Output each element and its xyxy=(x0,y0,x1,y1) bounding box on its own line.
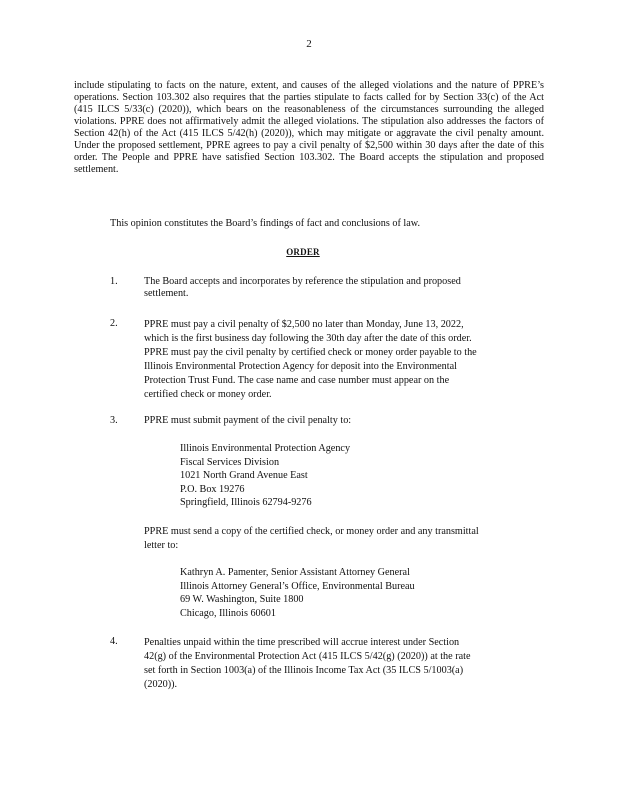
item-text: PPRE must pay a civil penalty of $2,500 no later than Monday, June 13, 2022, which is the first business day following the 30th day after the date of this order. PPRE must pay the civil penalty by certified check or money order payable to the Illinois Environmental Protection Agency for deposit into the Environmental Protection Trust Fund. The case name and case number must appear on the certified check or money order. xyxy=(144,319,477,400)
findings-sentence: This opinion constitutes the Board’s findings of fact and conclusions of law. xyxy=(110,218,421,229)
copy-instruction: PPRE must send a copy of the certified check, or money order and any transmittal letter to: xyxy=(144,526,479,551)
attorney-general-address: Kathryn A. Pamenter, Senior Assistant Attorney General Illinois Attorney General’s Office, Environmental Bureau 69 W. Washington, Suite 1800 Chicago, Illinois 60601 xyxy=(180,567,415,619)
item-number: 1. xyxy=(110,276,118,287)
item-text: PPRE must submit payment of the civil penalty to: xyxy=(144,415,352,426)
item-number: 2. xyxy=(110,318,118,329)
intro-paragraph: include stipulating to facts on the nature, extent, and causes of the alleged violations and the nature of PPRE’s operations. Section 103.302 also requires that the parties stipulate to facts called for by Section 33(c) of the Act (415 ILCS 5/33(c) (2020)), which bears on the reasonableness of the circumstances surrounding the alleged violations. PPRE does not affirmatively admit the alleged violations. The stipulation also addresses the factors of Section 42(h) of the Act (415 ILCS 5/42(h) (2020)), which may mitigate or aggravate the civil penalty amount. Under the proposed settlement, PPRE agrees to pay a civil penalty of $2,500 within 30 days after the date of this order. The People and PPRE have satisfied Section 103.302. The Board accepts the stipulation and proposed settlement. xyxy=(74,80,544,175)
item-number: 4. xyxy=(110,636,118,647)
item-text: The Board accepts and incorporates by reference the stipulation and proposed settlement. xyxy=(144,276,461,299)
item-number: 3. xyxy=(110,415,118,426)
payment-address: Illinois Environmental Protection Agency Fiscal Services Division 1021 North Grand Avenue East P.O. Box 19276 Springfield, Illinois 62794-9276 xyxy=(180,443,351,508)
page-number: 2 xyxy=(306,38,312,50)
order-heading: ORDER xyxy=(286,247,320,257)
item-text: Penalties unpaid within the time prescribed will accrue interest under Section 42(g) of the Environmental Protection Act (415 ILCS 5/42(g) (2020)) at the rate set forth in Section 1003(a) of the Illinois Income Tax Act (35 ILCS 5/1003(a) (2020)). xyxy=(144,637,471,690)
